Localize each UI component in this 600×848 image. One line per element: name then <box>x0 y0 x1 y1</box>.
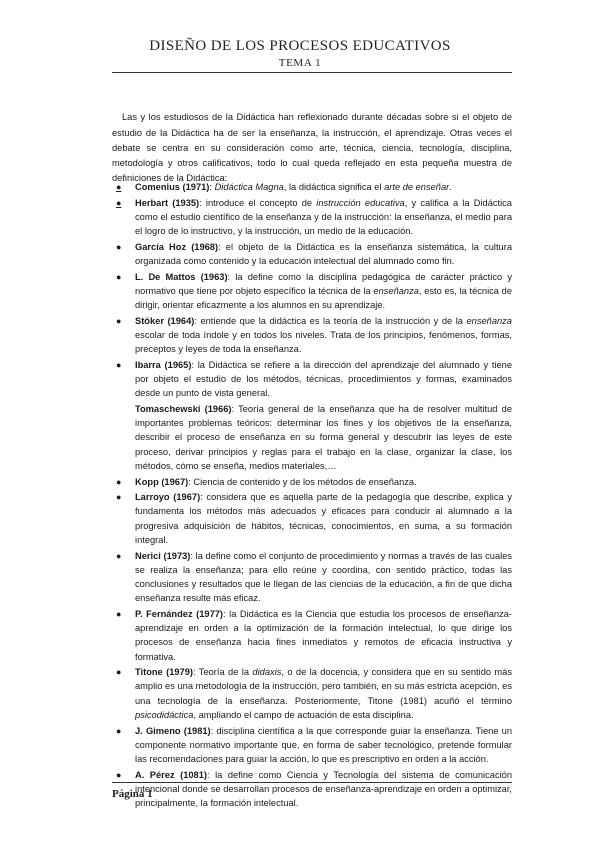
definition-author: Comenius (1971) <box>135 182 210 192</box>
definition-author: Kopp (1967) <box>135 476 189 487</box>
intro-paragraph: Las y los estudiosos de la Didáctica han reflexionado durante décadas sobre si el objeto de estudio de la Didáctica ha de ser la enseñanza, la instrucción, el aprendizaje. Otras veces el debate se centra en su consideración como arte, técnica, ciencia, tecnología, disciplina, metodología y otros calificativos, todo lo cual queda reflejado en esta pequeña muestra de definiciones de la Didáctica: <box>112 112 512 184</box>
definition-author: Stöker (1964) <box>135 315 195 326</box>
definition-item <box>112 240 512 268</box>
definition-text: : introduce el concepto de <box>199 197 317 208</box>
definition-text: : la define como la disciplina pedagógica de carácter práctico y normativo que tiene por objeto específico la técnica de la <box>135 271 512 296</box>
definition-text: : Teoría de la <box>193 667 253 678</box>
document-title: DISEÑO DE LOS PROCESOS EDUCATIVOS <box>149 38 451 54</box>
definition-item <box>112 196 512 239</box>
definition-item <box>112 180 512 194</box>
header-divider <box>112 72 512 73</box>
definition-author: A. Pérez (1081) <box>135 769 207 780</box>
definition-emphasis: didaxis <box>252 667 282 678</box>
bullet-icon: ● <box>116 476 122 487</box>
bullet-icon: ● <box>116 241 122 252</box>
page-header <box>0 38 600 69</box>
definition-text: : considera que es aquella parte de la pedagogía que describe, explica y fundamenta los métodos más adecuados y eficaces para conducir al alumnado a la progresiva adquisición de hábitos, técnicas, conocimientos, en suma, a su formación integral. <box>135 492 512 545</box>
definition-emphasis: psicodidáctica <box>135 709 194 720</box>
definition-text: : la define como el conjunto de procedimiento y normas a través de las cuales se realiza la enseñanza; para ello reúne y coordina, con sentido práctico, todas las conclusiones y resultados que le llegan de las ciencias de la educación, a fin de que dicha enseñanza resulte más eficaz. <box>135 550 513 604</box>
bullet-icon: ● <box>116 667 122 678</box>
definition-text: : Ciencia de contenido y de los métodos de enseñanza. <box>188 476 417 487</box>
definition-emphasis: enseñanza <box>373 285 419 296</box>
definition-text: : disciplina científica a la que corresponde guiar la enseñanza. Tiene un componente normativo importante que, en forma de saber tecnológico, pretende formular las recomendaciones para guiar la acción, lo que es prescriptivo en orden a la acción. <box>135 725 513 764</box>
definition-item <box>112 665 512 722</box>
definition-text: : la define como Ciencia y Tecnología del sistema de comunicación intencional donde se desarrollan procesos de enseñanza-aprendizaje en orden a optimizar, principalmente, la formación intelectual. <box>135 769 512 809</box>
definition-item <box>112 549 512 606</box>
definition-author: Larroyo (1967) <box>135 492 201 503</box>
definition-text: : entiende que la didáctica es la teoría de la instrucción y de la <box>194 315 467 326</box>
bullet-icon: ● <box>116 492 122 503</box>
definition-text: , esto es, la técnica de dirigir, orientar eficazmente a los alumnos en su aprendizaje. <box>135 285 513 311</box>
definition-item <box>112 768 512 811</box>
definition-text: , la didáctica significa el <box>283 182 385 192</box>
definition-text: escolar de toda índole y en todos los niveles. Trata de los principios, fenómenos, formas, preceptos y leyes de toda la enseñanza. <box>135 330 512 355</box>
definition-text: : el objeto de la Didáctica es la enseñanza sistemática, la cultura organizada como contenido y la educación intelectual del alumnado como fin. <box>135 241 512 267</box>
definition-author: Ibarra (1965) <box>135 359 192 370</box>
definition-author: J. Gimeno (1981) <box>135 725 211 736</box>
definition-author: Titone (1979) <box>135 667 193 678</box>
bullet-icon: ● <box>116 315 122 326</box>
definition-text: : la Didáctica es la Ciencia que estudia los procesos de enseñanza-aprendizaje en orden a la optimización de la formación intelectual, lo que dirige los procesos de enseñanza hacia fines inmediatos y remotos de eficacia instructiva y formativa. <box>135 608 512 662</box>
definition-text: . <box>449 182 452 192</box>
bullet-icon: ● <box>116 769 122 780</box>
footer-divider <box>112 782 512 783</box>
definition-item <box>112 490 512 547</box>
definition-item <box>112 402 512 473</box>
definition-text: , ampliando el campo de actuación de esta disciplina. <box>193 709 414 720</box>
definition-author: García Hoz (1968) <box>135 241 219 252</box>
definition-item <box>112 314 512 357</box>
definition-item <box>112 475 512 489</box>
page-number: Página 1 <box>112 788 153 800</box>
document-subtitle: TEMA 1 <box>278 57 322 69</box>
definition-item <box>112 724 512 767</box>
definition-emphasis: arte de enseñar <box>384 182 450 192</box>
definition-text: , o de la docencia, y considera que en su sentido más amplio es una metodología de la instrucción, pero también, en su más estricta acepción, es una tecnología de la enseñanza. Posteriormente, Titone (1981) acuñó el término <box>135 667 512 706</box>
definition-emphasis: Didáctica Magna <box>214 182 284 192</box>
bullet-icon: ● <box>116 182 122 192</box>
definition-author: P. Fernández (1977) <box>135 608 224 619</box>
bullet-icon: ● <box>116 725 122 736</box>
definition-text: : <box>209 182 215 192</box>
definition-author: Tomaschewski (1966) <box>135 404 232 415</box>
bullet-icon: ● <box>116 197 122 208</box>
definition-author: Herbart (1935) <box>135 197 200 208</box>
bullet-icon: ● <box>116 271 122 282</box>
bullet-icon: ● <box>116 550 122 561</box>
definition-author: L. De Mattos (1963) <box>135 271 228 282</box>
definitions-list <box>112 180 512 812</box>
definition-text: : Teoría general de la enseñanza que ha de resolver multitud de importantes problemas teóricos: determinar los fines y los objetivos de la enseñanza, describir el proceso de enseñanza en su forma general y descubrir las leyes de este proceso, derivar principios y reglas para el trabajo en la clase, organizar la clase, los métodos, cómo se enseña, medios materiales,… <box>135 404 512 471</box>
definition-item <box>112 270 512 313</box>
definition-emphasis: instrucción educativa <box>316 197 405 208</box>
definition-author: Nerici (1973) <box>135 550 191 561</box>
definition-text: , y califica a la Didáctica como el estudio científico de la enseñanza y de la instrucción: la enseñanza, el medio para el logro de lo instructivo, y la instrucción, un medio de la educación. <box>135 197 512 237</box>
definition-item <box>112 607 512 664</box>
definition-emphasis: enseñanza <box>466 315 512 326</box>
bullet-icon: ● <box>116 608 122 619</box>
bullet-icon: ● <box>116 359 122 370</box>
definition-text: : la Didáctica se refiere a la dirección del aprendizaje del alumnado y tiene por objeto el estudio de los métodos, técnicas, procedimientos y formas, examinados desde un punto de vista general. <box>135 359 512 399</box>
definition-item <box>112 358 512 401</box>
